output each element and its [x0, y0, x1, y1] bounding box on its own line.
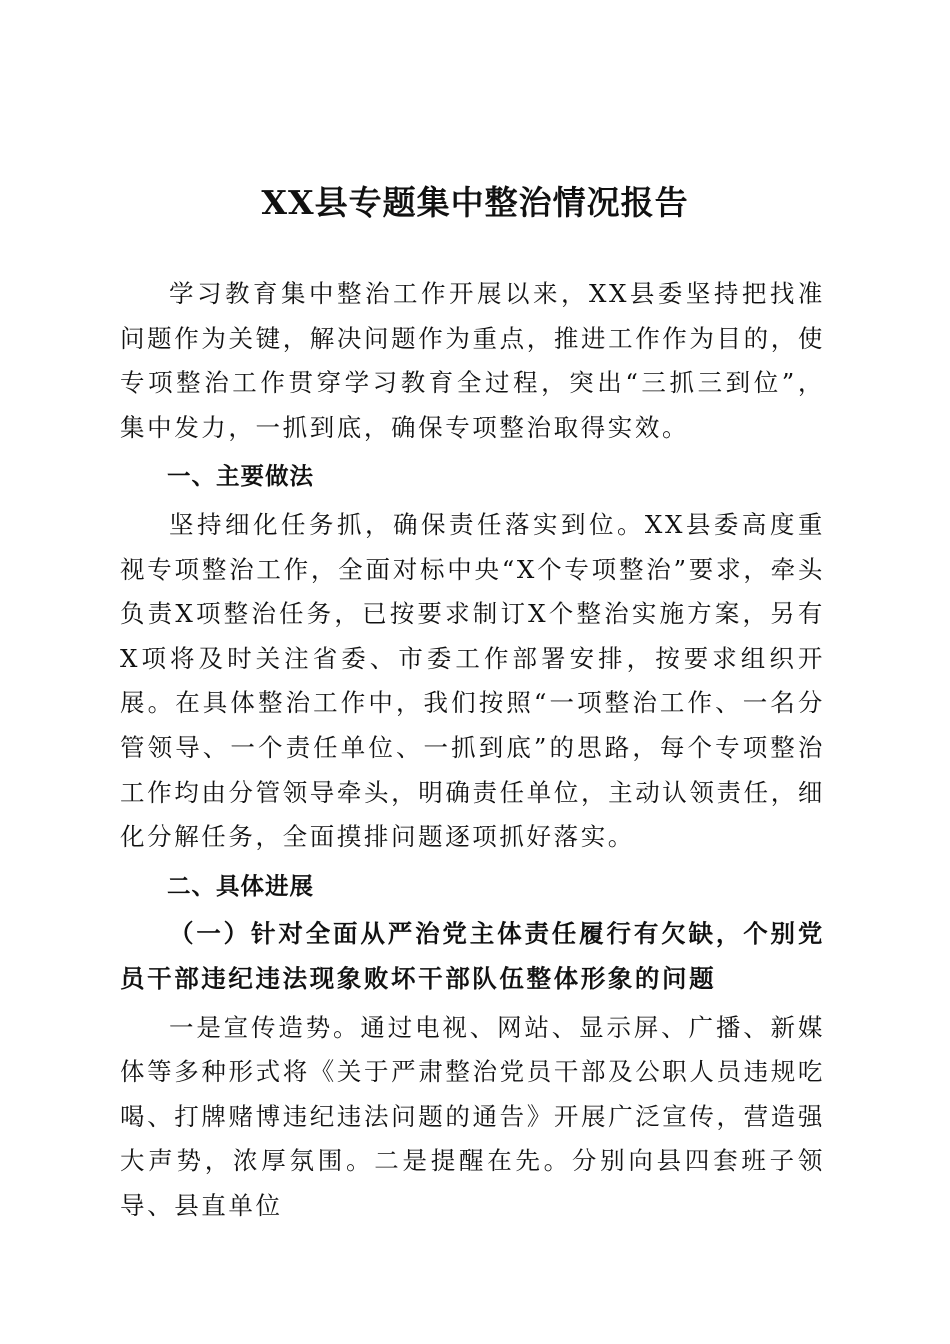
- main-practices-paragraph: 坚持细化任务抓，确保责任落实到位。XX县委高度重视专项整治工作，全面对标中央“X个专项整治”要求，牵头负责X项整治任务，已按要求制订X个整治实施方案，另有X项将及时关注省委、市委工作部署安排，按要求组织开展。在具体整治工作中，我们按照“一项整治工作、一名分管领导、一个责任单位、一抓到底”的思路，每个专项整治工作均由分管领导牵头，明确责任单位，主动认领责任，细化分解任务，全面摸排问题逐项抓好落实。: [120, 509, 825, 852]
- section-heading-main-practices: 一、主要做法: [167, 462, 314, 491]
- progress-paragraph: 一是宣传造势。通过电视、网站、显示屏、广播、新媒体等多种形式将《关于严肃整治党员干部及公职人员违规吃喝、打牌赌博违纪违法问题的通告》开展广泛宣传，营造强大声势，浓厚氛围。二是提醒在先。分别向县四套班子领导、县直单位: [120, 1012, 825, 1220]
- document-title: XX县专题集中整治情况报告: [261, 183, 689, 222]
- document-body: [120, 272, 825, 1228]
- intro-paragraph: 学习教育集中整治工作开展以来，XX县委坚持把找准问题作为关键，解决问题作为重点，推进工作作为目的，使专项整治工作贯穿学习教育全过程，突出“三抓三到位”，集中发力，一抓到底，确保专项整治取得实效。: [120, 279, 825, 442]
- subsection-heading-1: （一）针对全面从严治党主体责任履行有欠缺，个别党员干部违纪违法现象败坏干部队伍整体形象的问题: [120, 919, 825, 993]
- section-heading-progress: 二、具体进展: [167, 871, 314, 900]
